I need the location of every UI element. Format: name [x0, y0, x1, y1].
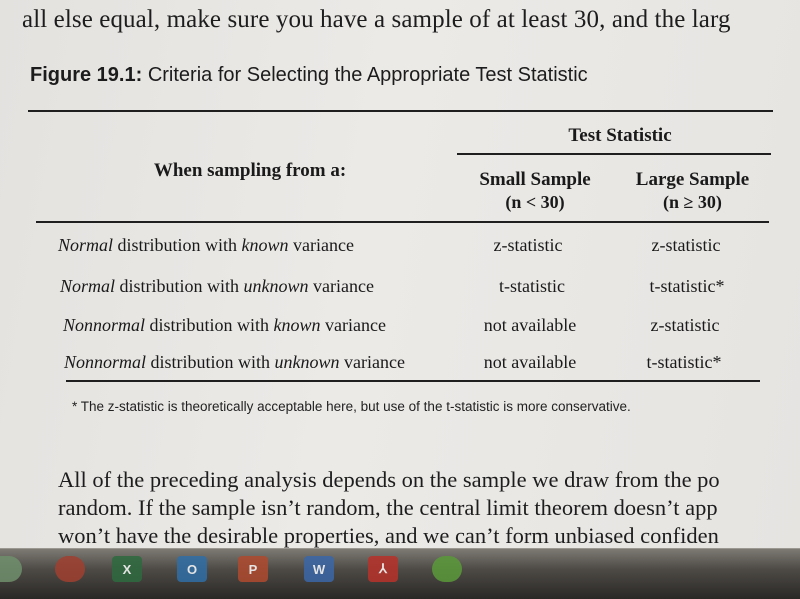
- large-sample-cell: z-statistic: [650, 315, 720, 335]
- browser-icon[interactable]: [55, 556, 85, 582]
- table-top-rule: [28, 110, 773, 112]
- small-sample-cell: z-statistic: [493, 235, 563, 255]
- body-text-top-line: all else equal, make sure you have a sample of at least 30, and the larg: [22, 6, 731, 33]
- figure-title: [30, 64, 588, 87]
- body-line: random. If the sample isn’t random, the central limit theorem doesn’t app: [58, 495, 718, 520]
- small-sample-cell: not available: [483, 352, 577, 372]
- body-line: All of the preceding analysis depends on the sample we draw from the po: [58, 467, 720, 492]
- small-sample-cell: not available: [483, 315, 577, 335]
- test-statistic-heading: Test Statistic: [568, 125, 672, 146]
- distribution-cell: Normal distribution with known variance: [58, 235, 354, 255]
- table-footnote: * The z-statistic is theoretically acceptable here, but use of the t-statistic is more conservative.: [72, 399, 631, 414]
- start-button-icon[interactable]: [0, 556, 22, 582]
- word-icon[interactable]: W: [304, 556, 334, 582]
- figure-title-text: Criteria for Selecting the Appropriate Test Statistic: [147, 64, 588, 86]
- table-row: [58, 235, 768, 259]
- small-sample-heading: [470, 168, 600, 214]
- large-sample-heading: [625, 168, 760, 214]
- powerpoint-icon[interactable]: P: [238, 556, 268, 582]
- small-sample-condition: (n < 30): [505, 192, 565, 212]
- outlook-icon[interactable]: O: [177, 556, 207, 582]
- table-header-rule: [36, 221, 769, 223]
- large-sample-cell: t-statistic*: [646, 352, 722, 372]
- distribution-cell: Normal distribution with unknown variance: [60, 276, 374, 296]
- table-row: [63, 315, 773, 339]
- pdf-reader-icon[interactable]: ⅄: [368, 556, 398, 582]
- body-paragraph: [58, 466, 800, 548]
- large-sample-cell: t-statistic*: [649, 276, 725, 296]
- small-sample-label: Small Sample: [479, 169, 591, 190]
- figure-label: Figure 19.1:: [30, 64, 143, 86]
- large-sample-condition: (n ≥ 30): [663, 192, 722, 212]
- distribution-cell: Nonnormal distribution with known variance: [63, 315, 386, 335]
- chat-app-icon[interactable]: [432, 556, 462, 582]
- excel-icon[interactable]: X: [112, 556, 142, 582]
- large-sample-cell: z-statistic: [651, 235, 721, 255]
- small-sample-cell: t-statistic: [499, 276, 565, 296]
- table-row: [64, 352, 774, 376]
- sampling-column-heading: When sampling from a:: [153, 160, 347, 181]
- body-line: won’t have the desirable properties, and we can’t form unbiased confiden: [58, 523, 719, 548]
- table-row: [60, 276, 770, 300]
- table-bottom-rule: [66, 380, 760, 382]
- taskbar: [0, 548, 800, 599]
- large-sample-label: Large Sample: [635, 169, 750, 190]
- test-statistic-rule: [457, 153, 771, 155]
- distribution-cell: Nonnormal distribution with unknown variance: [64, 352, 405, 372]
